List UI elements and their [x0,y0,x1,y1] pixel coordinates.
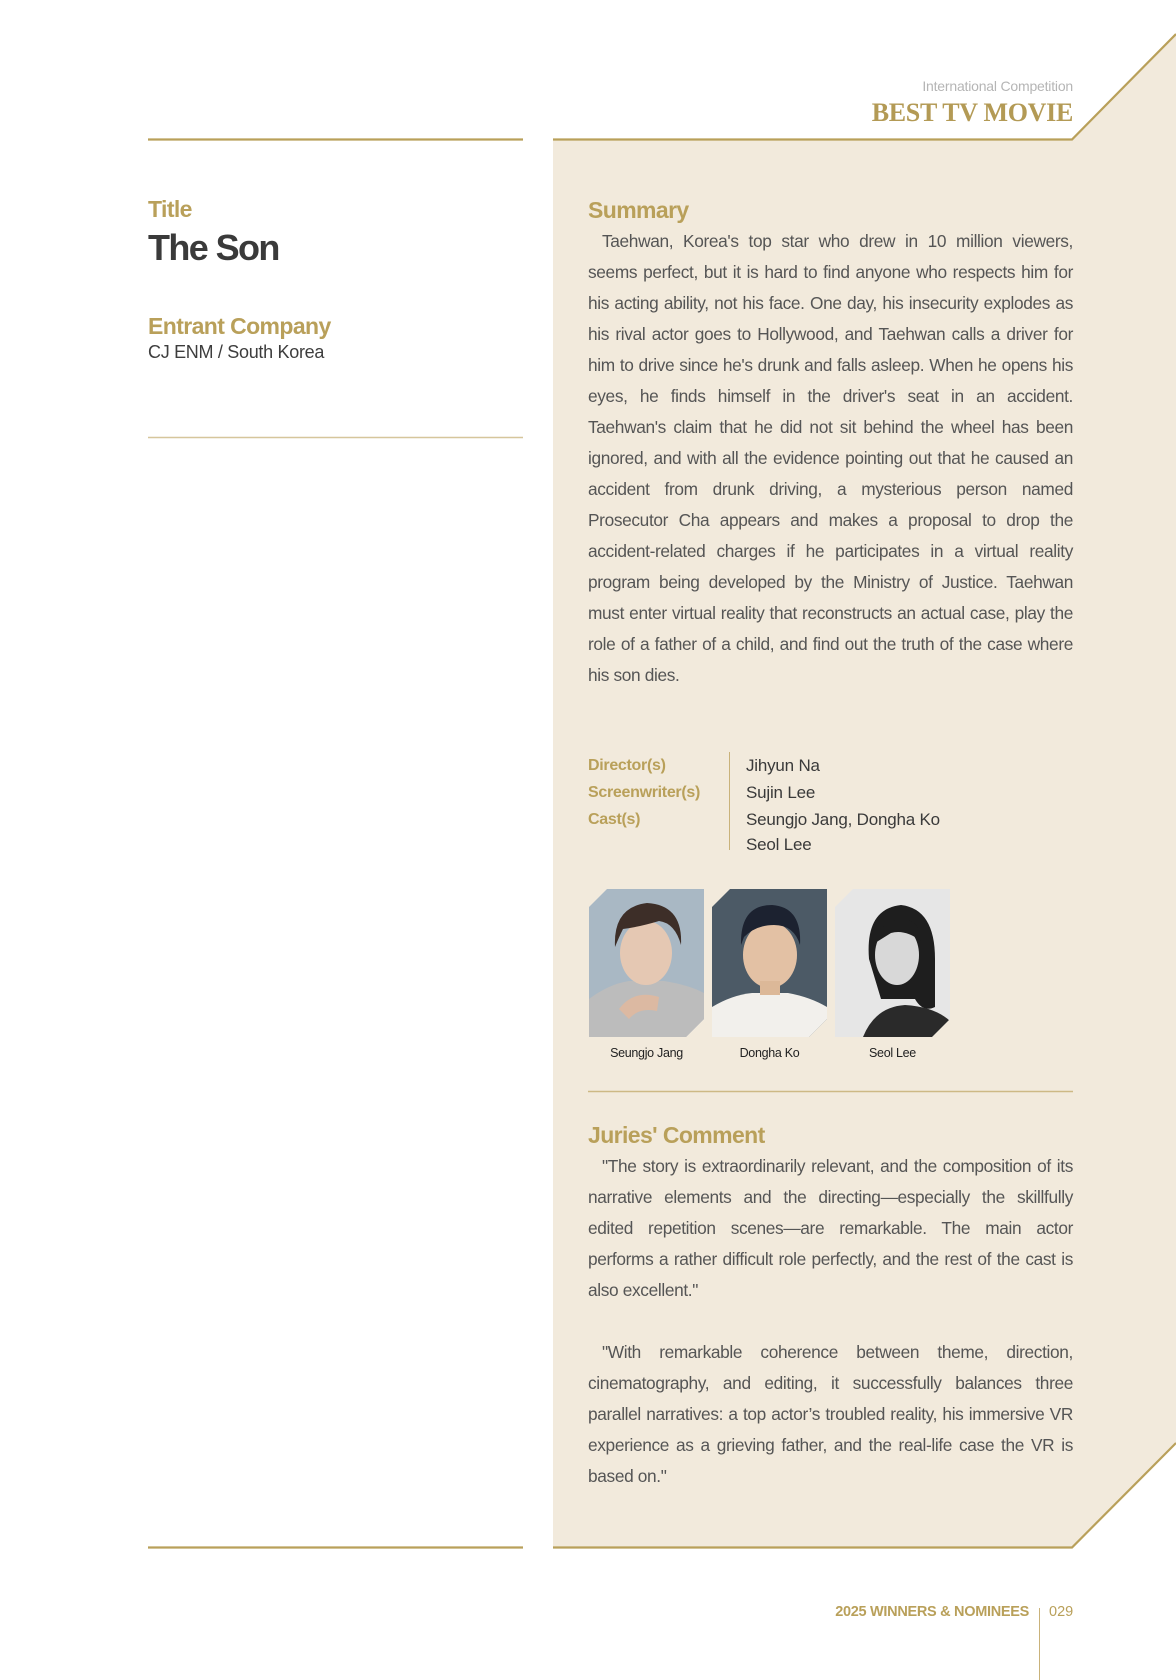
jury-comment: "The story is extraordinarily relevant, and the composition of its narrative elements and the directing—especially the skillfully edited repetition scenes—are remarkable. The main actor performs a rather difficult role perfectly, and the rest of the cast is also excellent." [588,1156,1073,1300]
cast-card [835,889,950,1060]
cast-name: Dongha Ko [739,1046,800,1060]
entrant-company-label: Entrant Company [148,313,331,339]
category-title: BEST TV MOVIE [871,98,1073,127]
film-info [148,196,523,363]
cast-card [589,889,704,1060]
director-label: Director(s) [588,757,666,774]
jury-comment: "With remarkable coherence between theme, direction, cinematography, and editing, it successfully balances three parallel narratives: a top actor’s troubled reality, his immersive VR experience as a grieving father, and the real-life case the VR is based on." [588,1342,1073,1486]
cast-photo [712,889,827,1037]
director-value: Jihyun Na [746,756,820,775]
cast-card [712,889,827,1060]
panel-top-border [553,34,1176,140]
summary-section [588,197,1073,691]
title-label: Title [148,196,192,222]
publication-label: 2025 WINNERS & NOMINEES [835,1604,1029,1620]
page-number: 029 [1049,1604,1074,1620]
film-title: The Son [148,227,279,268]
credits-divider [729,752,730,850]
cast-name: Seungjo Jang [610,1046,683,1060]
category-group: International Competition [922,78,1073,94]
juries-heading: Juries' Comment [588,1122,765,1148]
cast-photo [835,889,950,1037]
cast-label: Cast(s) [588,811,641,828]
cast-photo [589,889,704,1037]
summary-text: Taehwan, Korea's top star who drew in 10 million viewers, seems perfect, but it is hard to find anyone who respects him for his acting ability, not his face. One day, his insecurity explodes as his rival actor goes to Hollywood, and Taehwan calls a driver for him to drive since he's drunk and falls asleep. When he opens his eyes, he finds himself in the driver's seat in an accident. Taehwan's claim that he did not sit behind the wheel has been ignored, and with all the evidence pointing out that he caused an accident from drunk driving, a mysterious person named Prosecutor Cha appears and makes a proposal to drop the accident-related charges if he participates in a virtual reality program being developed by the Ministry of Justice. Taehwan must enter virtual reality that reconstructs an actual case, play the role of a father of a child, and find out the truth of the case where his son dies. [588,231,1073,685]
cast-value-line-2: Seol Lee [746,835,812,854]
cast-name: Seol Lee [869,1046,916,1060]
entrant-company: CJ ENM / South Korea [148,342,325,362]
credit-values [746,752,1066,856]
summary-heading: Summary [588,197,689,223]
footer-divider [1039,1608,1040,1680]
screenwriter-label: Screenwriter(s) [588,784,700,801]
cast-value-line-1: Seungjo Jang, Dongha Ko [746,810,940,829]
screenwriter-value: Sujin Lee [746,783,816,802]
credit-labels [588,752,728,833]
juries-comment-section [588,1122,1073,1492]
